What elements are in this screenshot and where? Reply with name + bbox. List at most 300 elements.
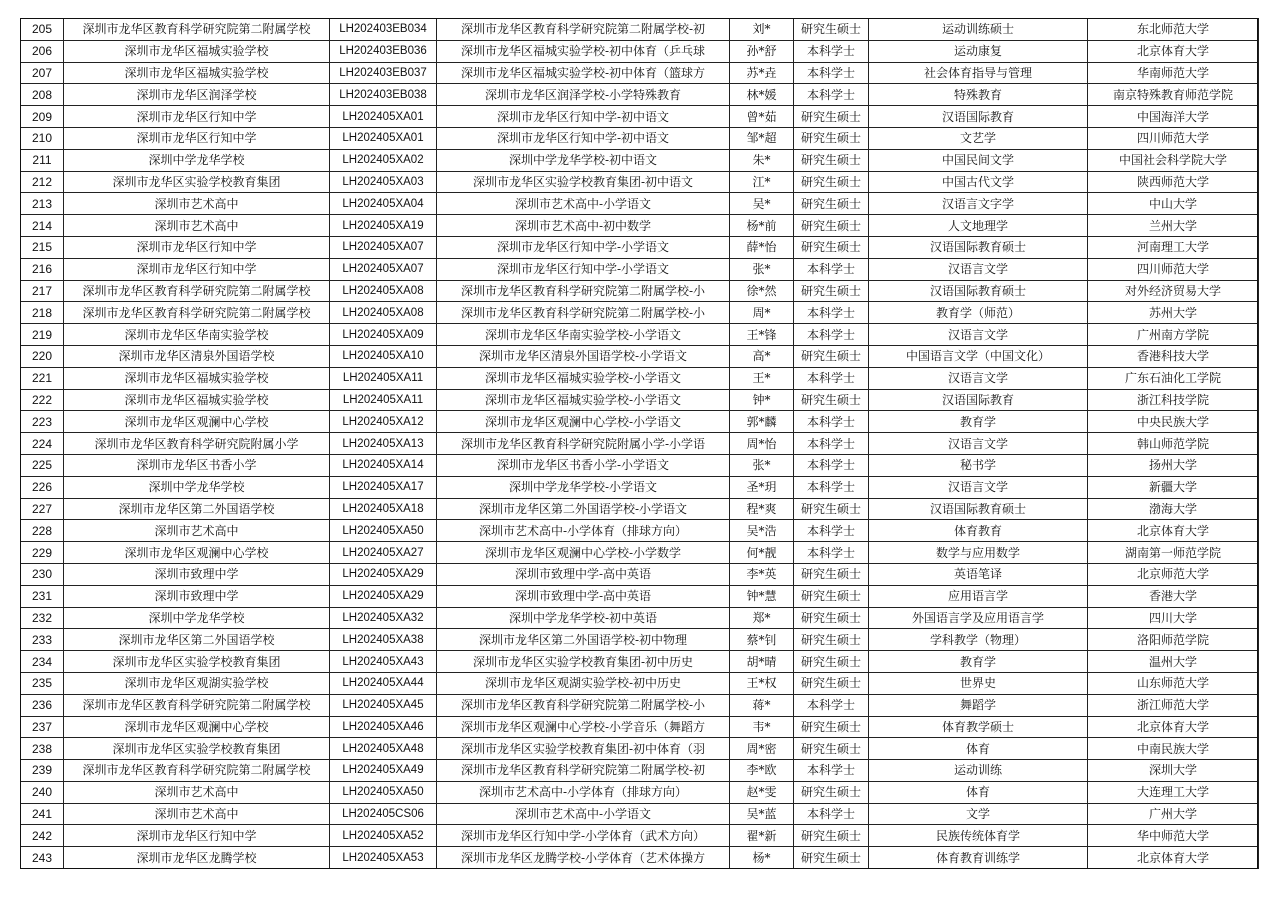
degree-cell: 本科学士 [794,84,869,106]
row-number-cell: 241 [21,803,64,825]
university-cell: 南京特殊教育师范学院 [1088,84,1259,106]
row-number-cell: 235 [21,672,64,694]
degree-cell: 研究生硕士 [794,280,869,302]
row-number-cell: 240 [21,781,64,803]
major-cell: 运动训练硕士 [869,19,1088,41]
position-name-cell: 深圳中学龙华学校-初中语文 [437,149,730,171]
university-cell: 广州大学 [1088,803,1259,825]
candidate-name-cell: 徐*然 [730,280,794,302]
candidate-name-cell: 张* [730,454,794,476]
position-name-cell: 深圳市龙华区行知中学-初中语文 [437,106,730,128]
major-cell: 民族传统体育学 [869,825,1088,847]
major-cell: 应用语言学 [869,585,1088,607]
major-cell: 中国民间文学 [869,149,1088,171]
row-number-cell: 220 [21,345,64,367]
major-cell: 秘书学 [869,454,1088,476]
school-cell: 深圳市龙华区第二外国语学校 [64,498,330,520]
candidate-name-cell: 蒋* [730,694,794,716]
school-cell: 深圳市龙华区福城实验学校 [64,62,330,84]
major-cell: 汉语言文学 [869,433,1088,455]
position-code-cell: LH202405XA52 [330,825,437,847]
school-cell: 深圳市艺术高中 [64,520,330,542]
degree-cell: 本科学士 [794,40,869,62]
degree-cell: 研究生硕士 [794,716,869,738]
school-cell: 深圳市艺术高中 [64,803,330,825]
major-cell: 世界史 [869,672,1088,694]
row-number-cell: 209 [21,106,64,128]
position-name-cell: 深圳市致理中学-高中英语 [437,563,730,585]
table-row [21,498,1259,520]
row-number-cell: 207 [21,62,64,84]
row-number-cell: 234 [21,651,64,673]
major-cell: 体育教育 [869,520,1088,542]
table-row [21,389,1259,411]
table-row [21,454,1259,476]
position-name-cell: 深圳市艺术高中-小学体育（排球方向） [437,781,730,803]
position-name-cell: 深圳市龙华区书香小学-小学语文 [437,454,730,476]
degree-cell: 研究生硕士 [794,19,869,41]
candidate-name-cell: 郭*麟 [730,411,794,433]
table-row [21,345,1259,367]
table-row [21,324,1259,346]
table-row [21,760,1259,782]
position-code-cell: LH202405XA50 [330,781,437,803]
school-cell: 深圳市龙华区行知中学 [64,236,330,258]
major-cell: 人文地理学 [869,215,1088,237]
candidate-name-cell: 刘* [730,19,794,41]
school-cell: 深圳中学龙华学校 [64,607,330,629]
position-code-cell: LH202405XA14 [330,454,437,476]
university-cell: 中山大学 [1088,193,1259,215]
candidate-name-cell: 李*欧 [730,760,794,782]
position-code-cell: LH202405XA32 [330,607,437,629]
university-cell: 浙江师范大学 [1088,694,1259,716]
position-name-cell: 深圳市龙华区教育科学研究院第二附属学校-小 [437,694,730,716]
university-cell: 中国社会科学院大学 [1088,149,1259,171]
school-cell: 深圳市龙华区教育科学研究院第二附属学校 [64,19,330,41]
degree-cell: 研究生硕士 [794,127,869,149]
position-code-cell: LH202403EB038 [330,84,437,106]
major-cell: 中国语言文学（中国文化） [869,345,1088,367]
row-number-cell: 237 [21,716,64,738]
degree-cell: 研究生硕士 [794,171,869,193]
table-row [21,585,1259,607]
degree-cell: 研究生硕士 [794,389,869,411]
university-cell: 中国海洋大学 [1088,106,1259,128]
school-cell: 深圳市龙华区华南实验学校 [64,324,330,346]
table-row [21,651,1259,673]
position-name-cell: 深圳中学龙华学校-初中英语 [437,607,730,629]
university-cell: 中南民族大学 [1088,738,1259,760]
position-name-cell: 深圳市龙华区华南实验学校-小学语文 [437,324,730,346]
candidate-name-cell: 杨*前 [730,215,794,237]
position-code-cell: LH202405XA27 [330,542,437,564]
table-row [21,106,1259,128]
row-number-cell: 211 [21,149,64,171]
major-cell: 运动训练 [869,760,1088,782]
row-number-cell: 210 [21,127,64,149]
table-row [21,476,1259,498]
table-row [21,825,1259,847]
major-cell: 汉语言文学 [869,476,1088,498]
position-name-cell: 深圳市龙华区观澜中心学校-小学数学 [437,542,730,564]
position-name-cell: 深圳市龙华区行知中学-小学体育（武术方向） [437,825,730,847]
position-name-cell: 深圳市龙华区福城实验学校-小学语文 [437,389,730,411]
degree-cell: 研究生硕士 [794,672,869,694]
school-cell: 深圳市龙华区实验学校教育集团 [64,651,330,673]
row-number-cell: 228 [21,520,64,542]
position-name-cell: 深圳中学龙华学校-小学语文 [437,476,730,498]
position-code-cell: LH202405XA12 [330,411,437,433]
degree-cell: 本科学士 [794,803,869,825]
table-row [21,215,1259,237]
position-name-cell: 深圳市龙华区行知中学-小学语文 [437,258,730,280]
position-code-cell: LH202405XA48 [330,738,437,760]
table-row [21,149,1259,171]
degree-cell: 研究生硕士 [794,193,869,215]
degree-cell: 研究生硕士 [794,215,869,237]
position-code-cell: LH202405XA19 [330,215,437,237]
position-code-cell: LH202405XA46 [330,716,437,738]
school-cell: 深圳市龙华区教育科学研究院第二附属学校 [64,280,330,302]
position-name-cell: 深圳市龙华区教育科学研究院第二附属学校-初 [437,760,730,782]
degree-cell: 本科学士 [794,694,869,716]
table-row [21,803,1259,825]
candidate-name-cell: 薛*怡 [730,236,794,258]
degree-cell: 研究生硕士 [794,629,869,651]
position-name-cell: 深圳市艺术高中-小学体育（排球方向） [437,520,730,542]
table-row [21,367,1259,389]
position-code-cell: LH202405XA07 [330,236,437,258]
degree-cell: 研究生硕士 [794,847,869,869]
school-cell: 深圳市龙华区观澜中心学校 [64,716,330,738]
table-row [21,302,1259,324]
university-cell: 韩山师范学院 [1088,433,1259,455]
position-name-cell: 深圳市龙华区行知中学-初中语文 [437,127,730,149]
university-cell: 四川大学 [1088,607,1259,629]
position-name-cell: 深圳市龙华区润泽学校-小学特殊教育 [437,84,730,106]
row-number-cell: 224 [21,433,64,455]
row-number-cell: 212 [21,171,64,193]
position-name-cell: 深圳市龙华区福城实验学校-初中体育（篮球方 [437,62,730,84]
major-cell: 教育学 [869,411,1088,433]
university-cell: 四川师范大学 [1088,127,1259,149]
candidate-name-cell: 周*怡 [730,433,794,455]
university-cell: 北京体育大学 [1088,716,1259,738]
candidate-name-cell: 张* [730,258,794,280]
major-cell: 汉语言文字学 [869,193,1088,215]
candidate-name-cell: 曾*茹 [730,106,794,128]
university-cell: 渤海大学 [1088,498,1259,520]
school-cell: 深圳市龙华区观澜中心学校 [64,542,330,564]
degree-cell: 研究生硕士 [794,651,869,673]
position-code-cell: LH202405XA03 [330,171,437,193]
school-cell: 深圳市龙华区行知中学 [64,825,330,847]
major-cell: 汉语国际教育硕士 [869,498,1088,520]
school-cell: 深圳市艺术高中 [64,781,330,803]
row-number-cell: 215 [21,236,64,258]
degree-cell: 研究生硕士 [794,563,869,585]
candidate-name-cell: 杨* [730,847,794,869]
row-number-cell: 236 [21,694,64,716]
candidate-name-cell: 王*权 [730,672,794,694]
degree-cell: 研究生硕士 [794,106,869,128]
university-cell: 浙江科技学院 [1088,389,1259,411]
position-code-cell: LH202405XA18 [330,498,437,520]
position-name-cell: 深圳市龙华区观湖实验学校-初中历史 [437,672,730,694]
degree-cell: 本科学士 [794,258,869,280]
position-name-cell: 深圳市致理中学-高中英语 [437,585,730,607]
row-number-cell: 233 [21,629,64,651]
university-cell: 对外经济贸易大学 [1088,280,1259,302]
position-code-cell: LH202405XA53 [330,847,437,869]
candidate-name-cell: 赵*雯 [730,781,794,803]
row-number-cell: 225 [21,454,64,476]
row-number-cell: 205 [21,19,64,41]
row-number-cell: 206 [21,40,64,62]
major-cell: 汉语国际教育硕士 [869,236,1088,258]
school-cell: 深圳市致理中学 [64,563,330,585]
candidate-name-cell: 钟* [730,389,794,411]
degree-cell: 本科学士 [794,324,869,346]
position-name-cell: 深圳市龙华区实验学校教育集团-初中历史 [437,651,730,673]
candidate-name-cell: 胡*晴 [730,651,794,673]
candidate-name-cell: 程*爽 [730,498,794,520]
row-number-cell: 231 [21,585,64,607]
position-code-cell: LH202405XA08 [330,280,437,302]
major-cell: 运动康复 [869,40,1088,62]
candidate-name-cell: 翟*新 [730,825,794,847]
row-number-cell: 221 [21,367,64,389]
row-number-cell: 239 [21,760,64,782]
table-row [21,433,1259,455]
university-cell: 大连理工大学 [1088,781,1259,803]
school-cell: 深圳市龙华区福城实验学校 [64,40,330,62]
row-number-cell: 213 [21,193,64,215]
major-cell: 汉语言文学 [869,324,1088,346]
position-code-cell: LH202405XA01 [330,106,437,128]
school-cell: 深圳市艺术高中 [64,215,330,237]
candidate-name-cell: 李*英 [730,563,794,585]
university-cell: 湖南第一师范学院 [1088,542,1259,564]
candidate-name-cell: 王* [730,367,794,389]
position-name-cell: 深圳市龙华区实验学校教育集团-初中体育（羽 [437,738,730,760]
degree-cell: 研究生硕士 [794,149,869,171]
major-cell: 教育学 [869,651,1088,673]
school-cell: 深圳市龙华区行知中学 [64,127,330,149]
candidate-name-cell: 蔡*钊 [730,629,794,651]
position-code-cell: LH202405CS06 [330,803,437,825]
school-cell: 深圳市龙华区教育科学研究院附属小学 [64,433,330,455]
table-row [21,563,1259,585]
degree-cell: 本科学士 [794,454,869,476]
major-cell: 文艺学 [869,127,1088,149]
table-row [21,62,1259,84]
position-name-cell: 深圳市龙华区第二外国语学校-初中物理 [437,629,730,651]
row-number-cell: 214 [21,215,64,237]
major-cell: 中国古代文学 [869,171,1088,193]
candidate-name-cell: 林*媛 [730,84,794,106]
degree-cell: 本科学士 [794,302,869,324]
table-row [21,738,1259,760]
table-row [21,193,1259,215]
major-cell: 汉语言文学 [869,367,1088,389]
candidate-name-cell: 周*密 [730,738,794,760]
position-code-cell: LH202405XA02 [330,149,437,171]
position-name-cell: 深圳市龙华区实验学校教育集团-初中语文 [437,171,730,193]
school-cell: 深圳市龙华区行知中学 [64,258,330,280]
degree-cell: 本科学士 [794,760,869,782]
university-cell: 山东师范大学 [1088,672,1259,694]
degree-cell: 研究生硕士 [794,607,869,629]
degree-cell: 本科学士 [794,542,869,564]
candidate-name-cell: 朱* [730,149,794,171]
university-cell: 中央民族大学 [1088,411,1259,433]
table-row [21,520,1259,542]
position-code-cell: LH202405XA29 [330,563,437,585]
university-cell: 北京体育大学 [1088,847,1259,869]
row-number-cell: 238 [21,738,64,760]
position-name-cell: 深圳市龙华区教育科学研究院第二附属学校-初 [437,19,730,41]
candidate-name-cell: 吴*浩 [730,520,794,542]
position-code-cell: LH202405XA49 [330,760,437,782]
candidate-name-cell: 江* [730,171,794,193]
candidate-name-cell: 周* [730,302,794,324]
university-cell: 东北师范大学 [1088,19,1259,41]
row-number-cell: 218 [21,302,64,324]
row-number-cell: 223 [21,411,64,433]
position-name-cell: 深圳市龙华区第二外国语学校-小学语文 [437,498,730,520]
university-cell: 苏州大学 [1088,302,1259,324]
position-name-cell: 深圳市艺术高中-小学语文 [437,193,730,215]
row-number-cell: 208 [21,84,64,106]
university-cell: 北京师范大学 [1088,563,1259,585]
table-row [21,236,1259,258]
row-number-cell: 217 [21,280,64,302]
position-code-cell: LH202405XA45 [330,694,437,716]
school-cell: 深圳市龙华区行知中学 [64,106,330,128]
position-code-cell: LH202405XA07 [330,258,437,280]
degree-cell: 研究生硕士 [794,498,869,520]
position-code-cell: LH202405XA11 [330,367,437,389]
major-cell: 汉语言文学 [869,258,1088,280]
school-cell: 深圳市龙华区观澜中心学校 [64,411,330,433]
major-cell: 数学与应用数学 [869,542,1088,564]
table-row [21,171,1259,193]
candidate-name-cell: 孙*舒 [730,40,794,62]
degree-cell: 本科学士 [794,433,869,455]
school-cell: 深圳市致理中学 [64,585,330,607]
school-cell: 深圳市龙华区观湖实验学校 [64,672,330,694]
degree-cell: 本科学士 [794,520,869,542]
position-code-cell: LH202405XA04 [330,193,437,215]
position-code-cell: LH202405XA29 [330,585,437,607]
university-cell: 广东石油化工学院 [1088,367,1259,389]
school-cell: 深圳市龙华区实验学校教育集团 [64,738,330,760]
table-row [21,40,1259,62]
table-row [21,411,1259,433]
school-cell: 深圳市龙华区清泉外国语学校 [64,345,330,367]
position-name-cell: 深圳市艺术高中-初中数学 [437,215,730,237]
school-cell: 深圳市龙华区润泽学校 [64,84,330,106]
major-cell: 教育学（师范） [869,302,1088,324]
candidate-name-cell: 吴*蓝 [730,803,794,825]
position-code-cell: LH202405XA43 [330,651,437,673]
candidate-name-cell: 高* [730,345,794,367]
position-name-cell: 深圳市龙华区教育科学研究院附属小学-小学语 [437,433,730,455]
major-cell: 英语笔译 [869,563,1088,585]
major-cell: 学科教学（物理） [869,629,1088,651]
school-cell: 深圳市龙华区教育科学研究院第二附属学校 [64,694,330,716]
table-row [21,258,1259,280]
position-code-cell: LH202405XA13 [330,433,437,455]
position-code-cell: LH202405XA17 [330,476,437,498]
major-cell: 体育教学硕士 [869,716,1088,738]
row-number-cell: 229 [21,542,64,564]
table-row [21,19,1259,41]
table-row [21,847,1259,869]
position-code-cell: LH202403EB037 [330,62,437,84]
school-cell: 深圳市龙华区教育科学研究院第二附属学校 [64,302,330,324]
school-cell: 深圳中学龙华学校 [64,149,330,171]
major-cell: 汉语国际教育 [869,389,1088,411]
school-cell: 深圳市龙华区书香小学 [64,454,330,476]
table-row [21,694,1259,716]
position-code-cell: LH202405XA01 [330,127,437,149]
candidate-name-cell: 郑* [730,607,794,629]
position-name-cell: 深圳市龙华区观澜中心学校-小学音乐（舞蹈方 [437,716,730,738]
position-name-cell: 深圳市龙华区教育科学研究院第二附属学校-小 [437,302,730,324]
position-code-cell: LH202405XA11 [330,389,437,411]
position-name-cell: 深圳市龙华区福城实验学校-小学语文 [437,367,730,389]
university-cell: 华中师范大学 [1088,825,1259,847]
university-cell: 河南理工大学 [1088,236,1259,258]
major-cell: 外国语言学及应用语言学 [869,607,1088,629]
university-cell: 兰州大学 [1088,215,1259,237]
candidate-name-cell: 王*锋 [730,324,794,346]
school-cell: 深圳市龙华区教育科学研究院第二附属学校 [64,760,330,782]
degree-cell: 本科学士 [794,62,869,84]
major-cell: 文学 [869,803,1088,825]
major-cell: 舞蹈学 [869,694,1088,716]
position-code-cell: LH202405XA44 [330,672,437,694]
school-cell: 深圳中学龙华学校 [64,476,330,498]
candidate-name-cell: 钟*慧 [730,585,794,607]
university-cell: 陕西师范大学 [1088,171,1259,193]
degree-cell: 研究生硕士 [794,345,869,367]
degree-cell: 本科学士 [794,411,869,433]
degree-cell: 本科学士 [794,367,869,389]
university-cell: 北京体育大学 [1088,40,1259,62]
position-code-cell: LH202405XA50 [330,520,437,542]
row-number-cell: 216 [21,258,64,280]
candidate-name-cell: 苏*垚 [730,62,794,84]
table-row [21,781,1259,803]
major-cell: 特殊教育 [869,84,1088,106]
position-code-cell: LH202405XA38 [330,629,437,651]
university-cell: 温州大学 [1088,651,1259,673]
table-row [21,607,1259,629]
degree-cell: 研究生硕士 [794,236,869,258]
university-cell: 华南师范大学 [1088,62,1259,84]
row-number-cell: 219 [21,324,64,346]
candidate-roster-table [20,18,1259,869]
position-code-cell: LH202405XA09 [330,324,437,346]
position-code-cell: LH202403EB034 [330,19,437,41]
major-cell: 体育 [869,738,1088,760]
table-row [21,629,1259,651]
row-number-cell: 243 [21,847,64,869]
